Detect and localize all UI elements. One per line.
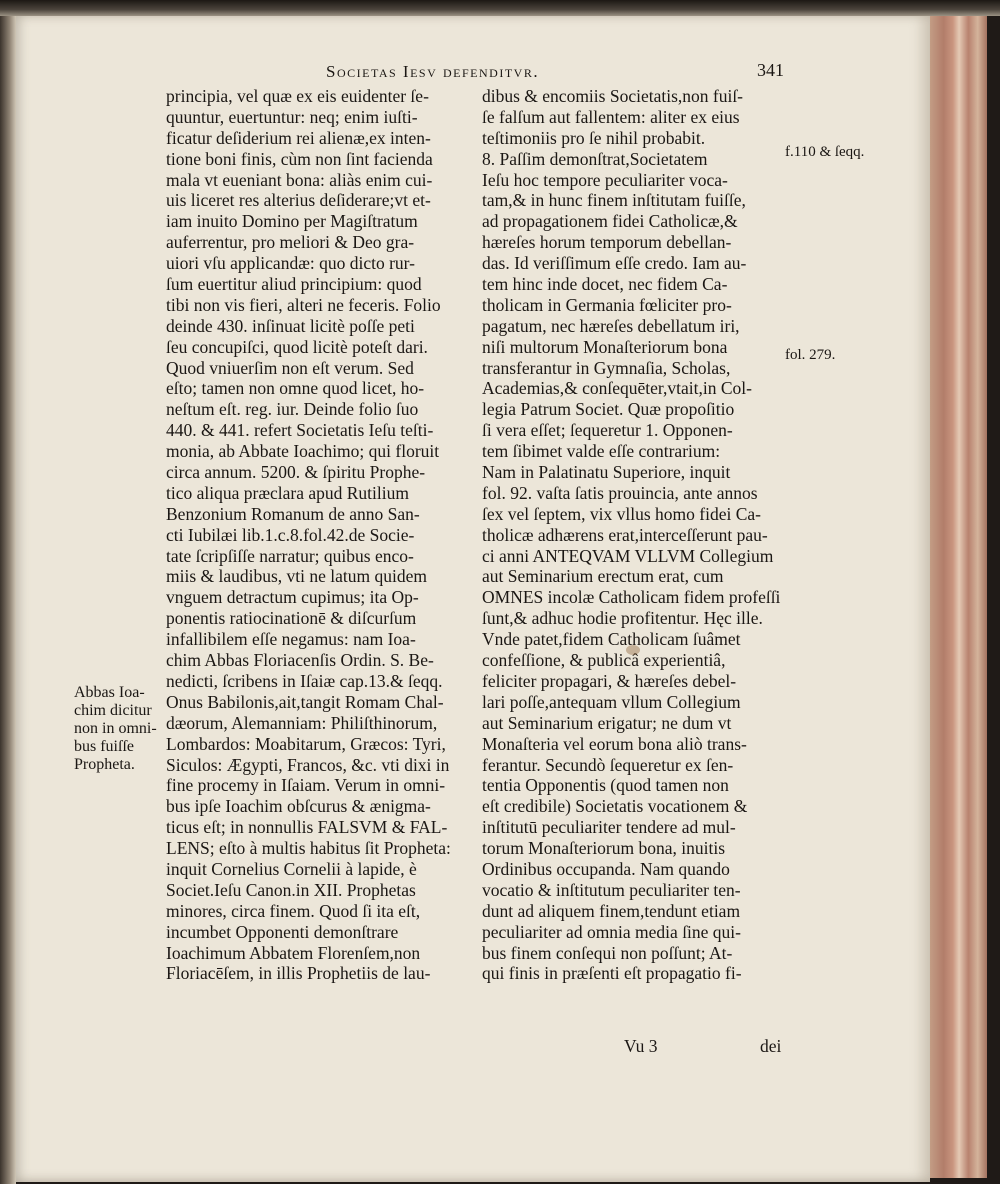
left-text-line: Benzonium Romanum de anno San-	[166, 503, 420, 524]
right-text-line: inſtitutū peculiariter tendere ad mul-	[482, 817, 736, 838]
margin-note-abbas	[74, 684, 166, 774]
book-gutter	[0, 12, 16, 1184]
right-text-line: tam,& in hunc finem inſtitutam fuiſſe,	[482, 190, 746, 211]
left-text-line: uis liceret res alterius deſiderare;vt et-	[166, 190, 431, 211]
right-text-line: tem ſibimet valde eſſe contrarium:	[482, 441, 721, 462]
right-text-line: Monaſteria vel eorum bona aliò trans-	[482, 733, 747, 754]
right-text-line: aut Seminarium erigatur; ne dum vt	[482, 712, 732, 733]
left-text-line: monia, ab Abbate Ioachimo; qui floruit	[166, 441, 440, 462]
left-text-line: tate ſcripſiſſe narratur; quibus enco-	[166, 545, 414, 566]
margin-note-ref-110: f.110 & ſeqq.	[785, 144, 865, 160]
right-text-line: legia Patrum Societ. Quæ propoſitio	[482, 399, 735, 420]
left-text-line: tione boni finis, cùm non ſint facienda	[166, 148, 433, 169]
left-text-line: ſum euertitur aliud principium: quod	[166, 274, 422, 295]
right-text-line: Ordinibus occupanda. Nam quando	[482, 858, 730, 879]
right-text-line: qui finis in præſenti eſt propagatio fi-	[482, 963, 742, 984]
right-text-line: Academias,& conſequēter,vtait,in Col-	[482, 378, 752, 399]
right-text-line: hæreſes horum temporum debellan-	[482, 232, 732, 253]
right-text-line: dibus & encomiis Societatis,non fuiſ-	[482, 86, 744, 106]
left-text-line: tibi non vis fieri, alteri ne feceris. Folio	[166, 294, 441, 315]
right-text-line: transferantur in Gymnaſia, Scholas,	[482, 357, 731, 378]
right-text-line: aut Seminarium erectum erat, cum	[482, 566, 724, 587]
right-text-line: bus finem conſequi non poſſunt; At-	[482, 942, 733, 963]
right-text-line: Nam in Palatinatu Superiore, inquit	[482, 462, 731, 483]
right-text-line: ſunt,& adhuc hodie profitentur. Hęc ille.	[482, 608, 763, 629]
margin-note-line: chim dicitur	[74, 702, 152, 719]
left-text-line: 440. & 441. refert Societatis Ieſu teſti-	[166, 420, 434, 441]
page-number: 341	[757, 60, 784, 80]
left-text-line: LENS; eſto à multis habitus ſit Propheta:	[166, 838, 451, 859]
book-page	[14, 14, 930, 1182]
left-text-line: deinde 430. inſinuat licitè poſſe peti	[166, 315, 415, 336]
left-text-line: minores, circa finem. Quod ſi ita eſt,	[166, 900, 421, 921]
right-text-line: ferantur. Secundò ſequeretur ex ſen-	[482, 754, 734, 775]
right-text-line: peculiariter ad omnia media ſine qui-	[482, 921, 741, 942]
right-text-line: niſi multorum Monaſteriorum bona	[482, 336, 728, 357]
right-text-line: tentia Opponentis (quod tamen non	[482, 775, 729, 796]
left-text-line: chim Abbas Floriacenſis Ordin. S. Be-	[166, 650, 434, 671]
left-text-line: dæorum, Alemanniam: Philiſthinorum,	[166, 712, 438, 733]
left-text-line: Onus Babilonis,ait,tangit Romam Chal-	[166, 691, 444, 712]
right-text-line: eſt credibile) Societatis vocationem &	[482, 796, 748, 817]
margin-note-line: Propheta.	[74, 756, 135, 773]
right-text-line: vocatio & inſtitutum peculiariter ten-	[482, 879, 741, 900]
margin-note-line: bus fuiſſe	[74, 738, 134, 755]
right-text-line: fol. 92. vaſta ſatis prouincia, ante annos	[482, 482, 758, 503]
left-column	[166, 86, 472, 984]
margin-note-line: Abbas Ioa-	[74, 684, 145, 701]
right-text-line: OMNES incolæ Catholicam fidem profeſſi	[482, 587, 781, 608]
right-text-line: lari poſſe,antequam vllum Collegium	[482, 691, 741, 712]
left-text-line: principia, vel quæ ex eis euidenter ſe-	[166, 86, 429, 106]
left-text-line: neſtum eſt. reg. iur. Deinde folio ſuo	[166, 399, 419, 420]
right-text-line: teſtimoniis pro ſe nihil probabit.	[482, 127, 706, 148]
running-head	[0, 60, 1000, 86]
right-text-line: confeſſione, & publicâ experientiâ,	[482, 650, 726, 671]
right-text-line: ſe falſum aut fallentem: aliter ex eius	[482, 106, 740, 127]
left-text-line: mala vt eueniant bona: aliàs enim cui-	[166, 169, 433, 190]
left-text-line: ticus eſt; in nonnullis FALSVM & FAL-	[166, 817, 448, 838]
right-text-line: ſi vera eſſet; ſequeretur 1. Opponen-	[482, 420, 733, 441]
left-text-line: Ioachimum Abbatem Florenſem,non	[166, 942, 421, 963]
left-text-line: Societ.Ieſu Canon.in XII. Prophetas	[166, 879, 416, 900]
right-text-line: Vnde patet,fidem Catholicam ſuâmet	[482, 629, 741, 650]
right-text-line: ci anni ANTEQVAM VLLVM Collegium	[482, 545, 774, 566]
top-edge-shadow	[0, 0, 1000, 16]
left-text-line: tico aliqua præclara apud Rutilium	[166, 482, 409, 503]
left-text-line: auferrentur, pro meliori & Deo gra-	[166, 232, 415, 253]
left-text-line: Siculos: Ægypti, Francos, &c. vti dixi in	[166, 754, 450, 775]
ink-stain	[626, 645, 640, 655]
left-text-line: circa annum. 5200. & ſpiritu Prophe-	[166, 462, 426, 483]
left-text-line: cti Iubilæi lib.1.c.8.fol.42.de Socie-	[166, 524, 415, 545]
left-text-line: uiori vſu applicandæ: quo dicto rur-	[166, 253, 415, 274]
signature-mark: Vu 3	[624, 1036, 658, 1056]
catchword: dei	[760, 1036, 782, 1056]
page-edges-right	[925, 8, 987, 1178]
right-text-line: ſex vel ſeptem, vix vllus homo fidei Ca-	[482, 503, 761, 524]
right-text-line: torum Monaſteriorum bona, inuitis	[482, 838, 726, 859]
left-text-line: Lombardos: Moabitarum, Græcos: Tyri,	[166, 733, 446, 754]
left-text-line: eſto; tamen non omne quod licet, ho-	[166, 378, 425, 399]
right-text-line: pagatum, nec hæreſes debellatum iri,	[482, 315, 740, 336]
right-text-line: tem hinc inde docet, nec fidem Ca-	[482, 274, 728, 295]
margin-note-line: non in omni-	[74, 720, 157, 737]
right-text-line: feliciter propagari, & hæreſes debel-	[482, 670, 737, 691]
left-text-line: ſeu concupiſci, quod licitè poteſt dari.	[166, 336, 428, 357]
right-text-line: Ieſu hoc tempore peculiariter voca-	[482, 169, 728, 190]
left-text-line: vnguem detractum cupimus; ita Op-	[166, 587, 419, 608]
right-text-line: das. Id veriſſimum eſſe credo. Iam au-	[482, 253, 747, 274]
left-text-line: iam inuito Domino per Magiſtratum	[166, 211, 418, 232]
right-column	[482, 86, 784, 984]
left-text-line: Quod vniuerſim non eſt verum. Sed	[166, 357, 414, 378]
margin-note-ref-279: fol. 279.	[785, 347, 836, 363]
left-text-line: fine procemy in Iſaiam. Verum in omni-	[166, 775, 446, 796]
left-text-line: ficatur deſiderium rei alienæ,ex inten-	[166, 127, 431, 148]
left-text-line: bus ipſe Ioachim obſcurus & ænigma-	[166, 796, 431, 817]
right-text-line: 8. Paſſim demonſtrat,Societatem	[482, 148, 708, 169]
right-text-line: tholicam in Germania fœliciter pro-	[482, 294, 732, 315]
running-head-title: Societas Iesv defenditvr.	[326, 62, 540, 81]
left-text-line: Floriacēſem, in illis Prophetiis de lau-	[166, 963, 431, 984]
left-text-line: infallibilem eſſe negamus: nam Ioa-	[166, 629, 416, 650]
right-text-line: dunt ad aliquem finem,tendunt etiam	[482, 900, 741, 921]
left-text-line: inquit Cornelius Cornelii à lapide, è	[166, 858, 417, 879]
left-text-line: nedicti, ſcribens in Iſaiæ cap.13.& ſeqq.	[166, 670, 443, 691]
right-text-line: ad propagationem fidei Catholicæ,&	[482, 211, 738, 232]
left-text-line: ponentis ratiocinationē & diſcurſum	[166, 608, 417, 629]
left-text-line: quuntur, euertuntur: neq; enim iuſti-	[166, 106, 418, 127]
right-text-line: tholicæ adhærens erat,interceſſerunt pau-	[482, 524, 768, 545]
left-text-line: incumbet Opponenti demonſtrare	[166, 921, 399, 942]
left-text-line: miis & laudibus, vti ne latum quidem	[166, 566, 428, 587]
